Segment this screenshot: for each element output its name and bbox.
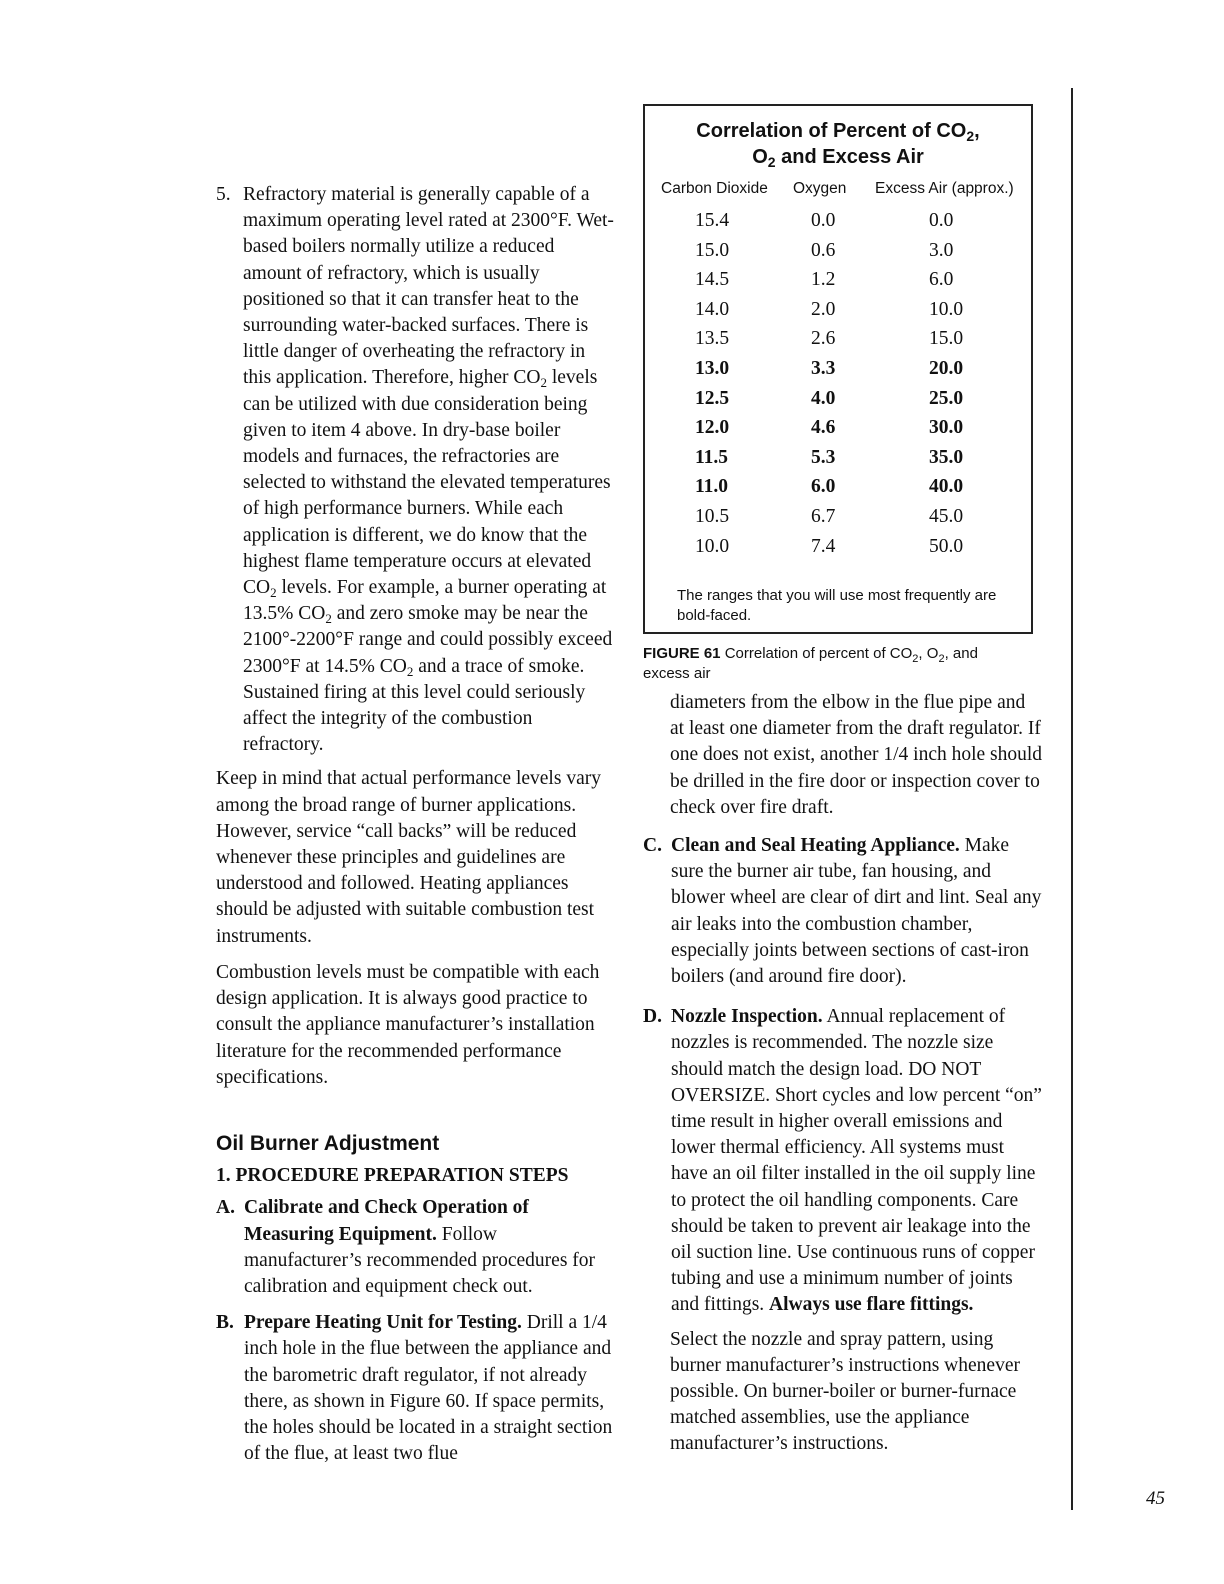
table-cell: 3.0 [929, 239, 954, 261]
table-row [645, 328, 1031, 358]
text-run: O [752, 146, 768, 168]
subscript: 2 [406, 663, 414, 679]
subscript: 2 [966, 128, 975, 144]
table-cell: 15.0 [929, 328, 964, 350]
column-header-excess-air: Excess Air (approx.) [875, 180, 1014, 197]
table-cell: 0.0 [811, 210, 836, 231]
figure-61-box [643, 104, 1033, 634]
figure-title [645, 118, 1031, 170]
table-row [645, 388, 1031, 418]
text-run: Correlation of percent of CO [720, 645, 913, 662]
list-marker: 5. [216, 184, 231, 205]
table-cell: 11.5 [695, 446, 729, 468]
table-row [645, 240, 1031, 270]
table-cell: 15.0 [695, 239, 730, 261]
text-run: , and excess air [643, 645, 978, 682]
table-cell: 5.3 [811, 446, 836, 468]
bold-lead: Nozzle Inspection. [671, 1006, 823, 1028]
table-cell: 6.7 [811, 505, 836, 527]
table-row [645, 358, 1031, 388]
text-run: and Excess Air [775, 146, 924, 168]
table-cell: 10.5 [695, 505, 730, 527]
figure-note: The ranges that you will use most frequently are bold-faced. [677, 587, 997, 624]
text-run: levels can be utilized with due consideration being given to item 4 above. In dry-base boiler models and furnaces, the refractories are selected to withstand the elevated temperatures of high performance burners. While each application is different, we do know that the highest flame temperature occurs at elevated CO [243, 367, 611, 599]
bold-lead: Calibrate and Check Operation of Measuring Equipment. [244, 1197, 529, 1245]
table-row [645, 269, 1031, 299]
list-item-c [643, 833, 1043, 990]
table-cell: 20.0 [929, 357, 964, 379]
list-item-text [244, 1310, 616, 1467]
subscript: 2 [540, 375, 547, 391]
table-cell: 13.0 [695, 357, 730, 379]
paragraph: Combustion levels must be compatible with each design application. It is always good practice to consult the appliance manufacturer’s installation literature for the recommended performance specifications. [216, 961, 600, 1088]
text-run: Correlation of Percent of CO [696, 120, 967, 142]
text-run: and zero smoke may be near the 2100°-2200°F range and could possibly exceed 2300°F at 14.5% CO [243, 603, 613, 677]
table-cell: 11.0 [695, 476, 729, 498]
paragraph: Keep in mind that actual performance levels vary among the broad range of burner applications. However, service “call backs” will be reduced whenever these principles and guidelines are understood and followed. Heating appliances should be adjusted with suitable combustion test instruments. [216, 768, 601, 947]
list-item-5 [216, 182, 616, 758]
list-item-text [671, 833, 1043, 990]
text-run: levels. For example, a burner operating at 13.5% CO [243, 577, 607, 625]
table-cell: 10.0 [695, 535, 730, 557]
text-run: Refractory material is generally capable of a maximum operating level rated at 2300°F. Wet-based boilers normally utilize a reduced amount of refractory, which is usually positioned so that it can transfer heat to the surrounding water-backed surfaces. There is little danger of overheating the refractory in this application. Therefore, higher CO [243, 184, 614, 389]
table-cell: 6.0 [929, 269, 954, 291]
list-item-a [216, 1195, 616, 1300]
figure-caption [643, 644, 1023, 684]
table-cell: 1.2 [811, 269, 836, 291]
subscript: 2 [270, 585, 277, 601]
table-cell: 40.0 [929, 476, 964, 498]
table-cell: 45.0 [929, 505, 964, 527]
table-cell: 4.0 [811, 387, 836, 409]
list-item-text [243, 182, 616, 758]
paragraph: Select the nozzle and spray pattern, using burner manufacturer’s instructions whenever possible. On burner-boiler or burner-furnace matched assemblies, use the appliance manufacturer’s instructions. [670, 1328, 1020, 1455]
left-column [216, 182, 616, 1477]
figure-title-line-2 [645, 144, 1031, 170]
paragraph-continued: diameters from the elbow in the flue pipe and at least one diameter from the draft regulator. If one does not exist, another 1/4 inch hole should be drilled in the fire door or inspection cover to check over fire draft. [670, 692, 1043, 818]
column-header-oxygen: Oxygen [793, 180, 847, 197]
table-row [645, 447, 1031, 477]
list-marker: C. [643, 835, 662, 857]
step-heading: 1. PROCEDURE PREPARATION STEPS [216, 1165, 569, 1187]
list-marker: D. [643, 1006, 662, 1028]
section-heading: Oil Burner Adjustment [216, 1131, 440, 1155]
text-run: Drill a 1/4 inch hole in the flue between the appliance and the barometric draft regulator, if not already there, as shown in Figure 60. If space permits, the holes should be located in a straight section of the flue, at least two flue [244, 1312, 613, 1465]
text-run: and a trace of smoke. Sustained firing at this level could seriously affect the integrity of the combustion refractory. [243, 655, 586, 756]
table-row [645, 299, 1031, 329]
right-column [643, 690, 1043, 1458]
bold-text: Always use flare fittings. [769, 1294, 974, 1316]
table-cell: 6.0 [811, 476, 836, 498]
table-cell: 0.6 [811, 239, 836, 261]
subscript: 2 [325, 611, 332, 627]
figure-label: FIGURE 61 [643, 645, 721, 662]
text-run: Make sure the burner air tube, fan housing, and blower wheel are clear of dirt and lint. Seal any air leaks into the combustion chamber, especially joints between sections of cast-iron boilers (and around fire door). [671, 835, 1042, 988]
text-run: Follow manufacturer’s recommended procedures for calibration and equipment check out. [244, 1223, 596, 1297]
table-cell: 13.5 [695, 328, 730, 350]
page-number: 45 [1146, 1488, 1165, 1509]
subscript: 2 [938, 653, 945, 665]
list-marker: A. [216, 1197, 235, 1219]
table-cell: 35.0 [929, 446, 964, 468]
list-item-d [643, 1004, 1043, 1318]
table-cell: 3.3 [811, 357, 836, 379]
table-cell: 25.0 [929, 387, 964, 409]
table-cell: 15.4 [695, 210, 730, 231]
column-rule [1071, 88, 1073, 1510]
text-run: , [974, 120, 980, 142]
list-item-b [216, 1310, 616, 1467]
bold-lead: Clean and Seal Heating Appliance. [671, 835, 960, 857]
subscript: 2 [767, 154, 776, 170]
table-row [645, 210, 1031, 240]
table-cell: 14.5 [695, 269, 730, 291]
table-row [645, 417, 1031, 447]
table-cell: 10.0 [929, 298, 964, 320]
table-cell: 50.0 [929, 535, 964, 557]
text-run: , O [918, 645, 939, 662]
table-cell: 30.0 [929, 417, 964, 439]
table-row [645, 536, 1031, 566]
list-marker: B. [216, 1312, 234, 1334]
table-row [645, 506, 1031, 536]
bold-lead: Prepare Heating Unit for Testing. [244, 1312, 522, 1334]
table-body [645, 210, 1031, 565]
figure-title-line-1 [645, 118, 1031, 144]
table-cell: 2.6 [811, 328, 836, 350]
column-header-carbon-dioxide: Carbon Dioxide [661, 180, 768, 197]
table-cell: 2.0 [811, 298, 836, 320]
table-cell: 12.5 [695, 387, 730, 409]
table-cell: 7.4 [811, 535, 836, 557]
table-row [645, 476, 1031, 506]
table-cell: 12.0 [695, 417, 730, 439]
table-cell: 0.0 [929, 210, 954, 231]
list-item-text [244, 1195, 616, 1300]
table-cell: 14.0 [695, 298, 730, 320]
subscript: 2 [912, 653, 919, 665]
table-cell: 4.6 [811, 417, 836, 439]
list-item-text [671, 1004, 1043, 1318]
text-run: Annual replacement of nozzles is recommended. The nozzle size should match the design load. DO NOT OVERSIZE. Short cycles and low percent “on” time result in higher overall emissions and lower thermal efficiency. All systems must have an oil filter installed in the oil supply line to protect the oil handling components. Care should be taken to prevent air leakage into the oil suction line. Use continuous runs of copper tubing and use a minimum number of joints and fittings. [671, 1006, 1042, 1316]
